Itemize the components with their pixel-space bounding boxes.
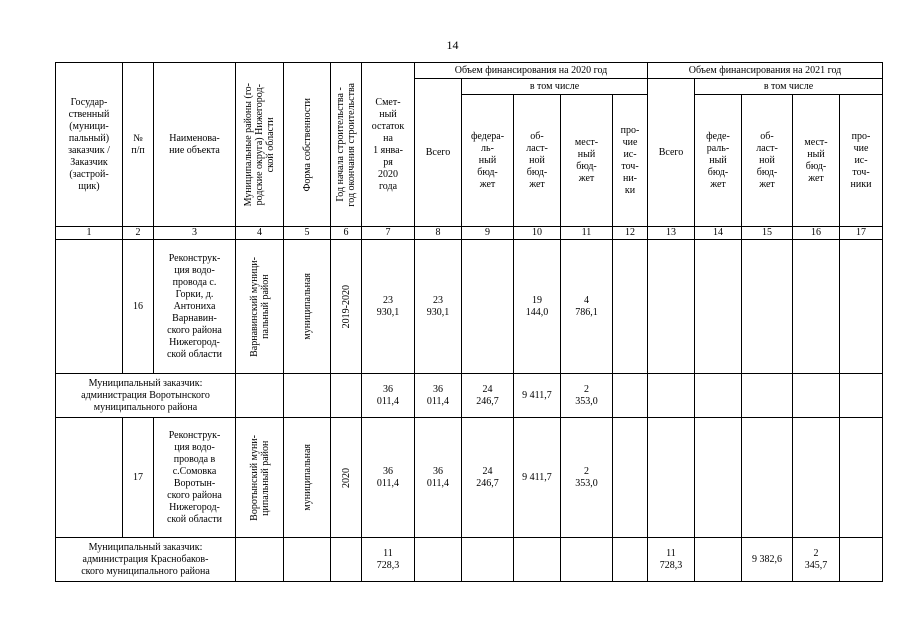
header-total-2021: Всего <box>648 79 695 227</box>
customer-row <box>56 374 883 418</box>
ownership-cell: муниципальная <box>284 240 331 374</box>
remainder-cell: 36 011,4 <box>362 374 415 418</box>
object-name: Реконструк- ция водо- провода с. Горки, д. Антониха Варнавин- ского района Нижегород- ской области <box>154 240 236 374</box>
customer-label: Муниципальный заказчик: администрация Воротынского муниципального района <box>56 374 236 418</box>
header-regional-2021: об- ласт- ной бюд- жет <box>742 95 793 227</box>
total-2021-cell: 11 728,3 <box>648 538 695 582</box>
header-years: Год начала строительства - год окончания строительства <box>331 63 362 227</box>
col-number: 8 <box>415 227 462 240</box>
customer-label: Муниципальный заказчик: администрация Краснобаков- ского муниципального района <box>56 538 236 582</box>
header-districts: Муниципальные районы (го- родские округа) Нижегород- ской области <box>236 63 284 227</box>
table-row <box>56 418 883 538</box>
regional-2020-cell: 19 144,0 <box>514 240 561 374</box>
header-federal-2020: федера- ль- ный бюд- жет <box>462 95 514 227</box>
regional-2021-cell: 9 382,6 <box>742 538 793 582</box>
local-2020-cell: 2 353,0 <box>561 374 613 418</box>
header-object-name: Наименова- ние объекта <box>154 63 236 227</box>
header-including-2021: в том числе <box>695 79 883 95</box>
header-financing-2020: Объем финансирования на 2020 год <box>415 63 648 79</box>
row-number: 17 <box>123 418 154 538</box>
col-number: 1 <box>56 227 123 240</box>
local-2020-cell: 4 786,1 <box>561 240 613 374</box>
col-number: 2 <box>123 227 154 240</box>
col-number: 17 <box>840 227 883 240</box>
header-local-2021: мест- ный бюд- жет <box>793 95 840 227</box>
header-regional-2020: об- ласт- ной бюд- жет <box>514 95 561 227</box>
total-2020-cell: 36 011,4 <box>415 374 462 418</box>
header-including-2020: в том числе <box>462 79 648 95</box>
regional-2020-cell: 9 411,7 <box>514 418 561 538</box>
table-row <box>56 240 883 374</box>
total-2020-cell: 36 011,4 <box>415 418 462 538</box>
row-number: 16 <box>123 240 154 374</box>
years-cell: 2019-2020 <box>331 240 362 374</box>
remainder-cell: 11 728,3 <box>362 538 415 582</box>
federal-2020-cell: 24 246,7 <box>462 418 514 538</box>
col-number: 10 <box>514 227 561 240</box>
regional-2020-cell: 9 411,7 <box>514 374 561 418</box>
column-numbers-row <box>56 227 883 240</box>
header-number: № п/п <box>123 63 154 227</box>
col-number: 3 <box>154 227 236 240</box>
header-local-2020: мест- ный бюд- жет <box>561 95 613 227</box>
col-number: 16 <box>793 227 840 240</box>
district-cell: Варнавинский муници- пальный район <box>236 240 284 374</box>
federal-2020-cell: 24 246,7 <box>462 374 514 418</box>
col-number: 5 <box>284 227 331 240</box>
col-number: 14 <box>695 227 742 240</box>
local-2020-cell: 2 353,0 <box>561 418 613 538</box>
header-other-2021: про- чие ис- точ- ники <box>840 95 883 227</box>
header-ownership: Форма собственности <box>284 63 331 227</box>
customer-row <box>56 538 883 582</box>
object-name: Реконструк- ция водо- провода в с.Сомовка Воротын- ского района Нижегород- ской области <box>154 418 236 538</box>
col-number: 6 <box>331 227 362 240</box>
years-cell: 2020 <box>331 418 362 538</box>
col-number: 15 <box>742 227 793 240</box>
financing-table <box>55 62 883 582</box>
col-number: 12 <box>613 227 648 240</box>
local-2021-cell: 2 345,7 <box>793 538 840 582</box>
col-number: 9 <box>462 227 514 240</box>
total-2020-cell: 23 930,1 <box>415 240 462 374</box>
header-customer: Государ- ственный (муници- пальный) заказчик / Заказчик (застрой- щик) <box>56 63 123 227</box>
remainder-cell: 23 930,1 <box>362 240 415 374</box>
district-cell: Воротынский муни- ципальный район <box>236 418 284 538</box>
ownership-cell: муниципальная <box>284 418 331 538</box>
header-remainder: Смет- ный остаток на 1 янва- ря 2020 года <box>362 63 415 227</box>
col-number: 11 <box>561 227 613 240</box>
header-federal-2021: феде- раль- ный бюд- жет <box>695 95 742 227</box>
header-other-2020: про- чие ис- точ- ни- ки <box>613 95 648 227</box>
header-financing-2021: Объем финансирования на 2021 год <box>648 63 883 79</box>
col-number: 4 <box>236 227 284 240</box>
header-total-2020: Всего <box>415 79 462 227</box>
remainder-cell: 36 011,4 <box>362 418 415 538</box>
col-number: 7 <box>362 227 415 240</box>
col-number: 13 <box>648 227 695 240</box>
page-number: 14 <box>446 38 459 52</box>
